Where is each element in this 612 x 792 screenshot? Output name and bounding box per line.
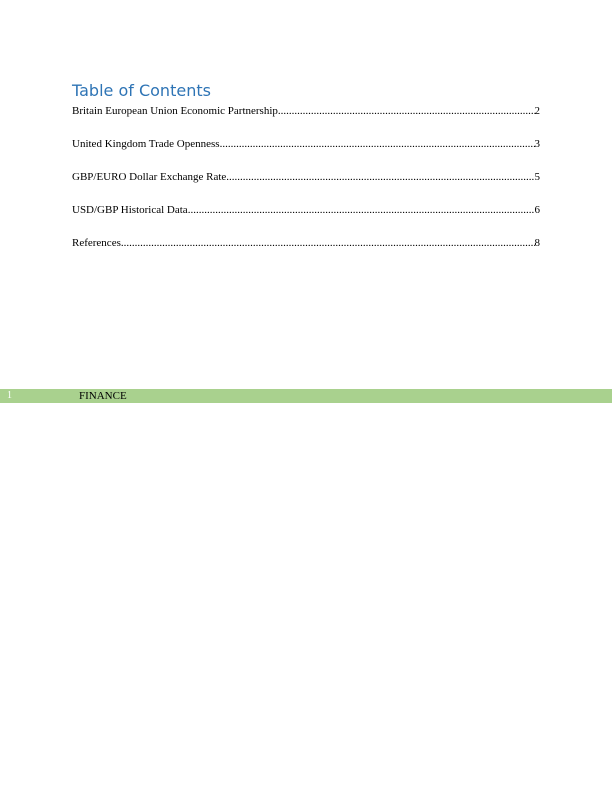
toc-entry-page: 3 xyxy=(534,138,540,150)
toc-leader-dots xyxy=(188,202,535,218)
toc-entry[interactable] xyxy=(72,103,540,119)
toc-entry-label: USD/GBP Historical Data xyxy=(72,204,188,216)
toc-entry[interactable] xyxy=(72,136,540,152)
toc-entry[interactable] xyxy=(72,235,540,251)
toc-list xyxy=(72,103,540,268)
toc-entry[interactable] xyxy=(72,202,540,218)
toc-leader-dots xyxy=(278,103,535,119)
toc-leader-dots xyxy=(226,169,534,185)
toc-entry-page: 6 xyxy=(534,204,540,216)
toc-entry-label: GBP/EURO Dollar Exchange Rate xyxy=(72,171,227,183)
toc-title: Table of Contents xyxy=(72,81,211,100)
toc-entry-page: 5 xyxy=(534,171,540,183)
footer-bar xyxy=(0,389,612,403)
toc-entry-label: Britain European Union Economic Partnership xyxy=(72,105,278,117)
toc-leader-dots xyxy=(121,235,535,251)
toc-leader-dots xyxy=(220,136,535,152)
toc-entry-page: 2 xyxy=(534,105,540,117)
footer-label: FINANCE xyxy=(79,390,127,402)
toc-entry-label: United Kingdom Trade Openness xyxy=(72,138,220,150)
toc-entry-label: References xyxy=(72,237,121,249)
footer-page-number: 1 xyxy=(7,390,12,401)
toc-entry-page: 8 xyxy=(534,237,540,249)
toc-entry[interactable] xyxy=(72,169,540,185)
